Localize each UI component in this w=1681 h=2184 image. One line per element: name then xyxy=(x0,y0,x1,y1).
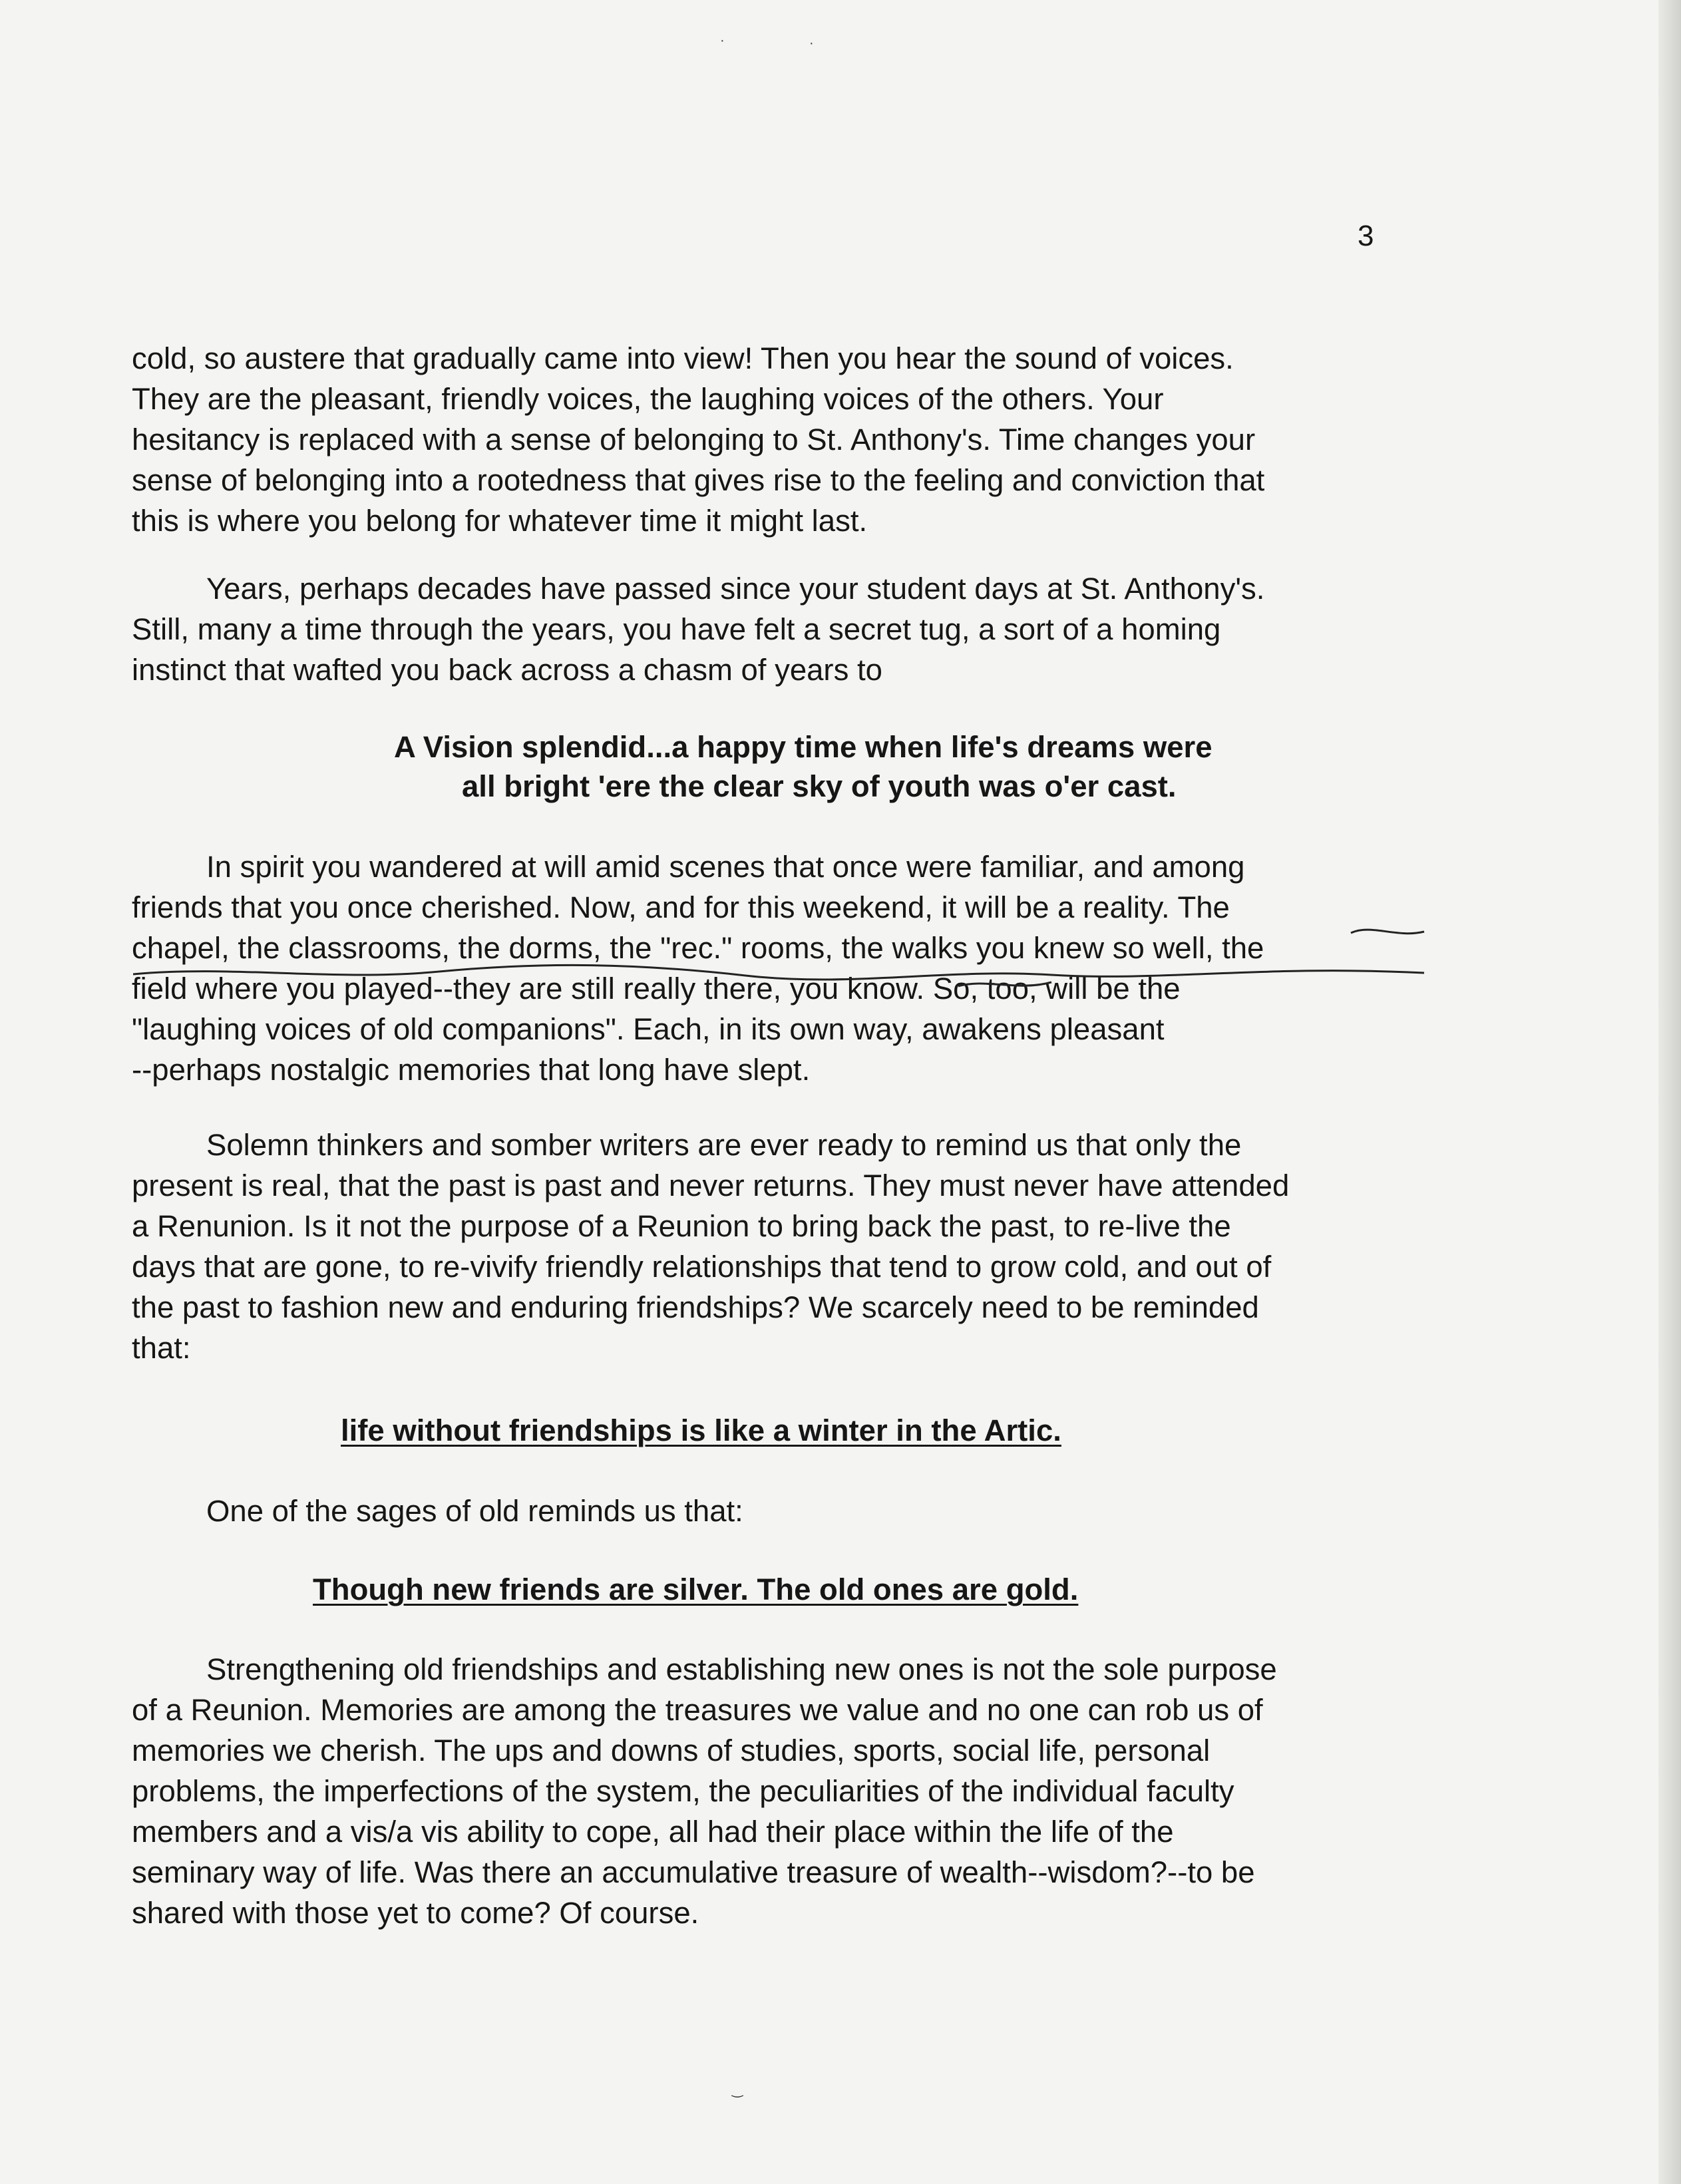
text-line: sense of belonging into a rootedness that gives rise to the feeling and conviction that xyxy=(132,463,1265,497)
text-line: this is where you belong for whatever time it might last. xyxy=(132,504,868,538)
friendship-quote: life without friendships is like a winter in the Artic. xyxy=(341,1413,1061,1447)
page-number: 3 xyxy=(1358,220,1374,252)
vision-quote-line-1: A Vision splendid...a happy time when life's dreams were xyxy=(394,730,1213,764)
text-line: memories we cherish. The ups and downs of studies, sports, social life, personal xyxy=(132,1733,1211,1767)
scan-speck: · xyxy=(720,33,725,48)
paragraph-3 xyxy=(132,846,1449,1090)
page-edge-shadow xyxy=(1658,0,1681,2184)
paragraph-4 xyxy=(132,1125,1449,1368)
text-line: friends that you once cherished. Now, and for this weekend, it will be a reality. The xyxy=(132,890,1230,924)
text-line: present is real, that the past is past and never returns. They must never have attended xyxy=(132,1169,1290,1202)
text-line: Still, many a time through the years, you have felt a secret tug, a sort of a homing xyxy=(132,612,1221,646)
paragraph-6 xyxy=(132,1649,1449,1933)
paragraph-2 xyxy=(132,568,1449,690)
paragraph-5 xyxy=(132,1491,1449,1531)
text-line: In spirit you wandered at will amid scenes that once were familiar, and among xyxy=(206,850,1245,884)
text-line: "laughing voices of old companions". Each, in its own way, awakens pleasant xyxy=(132,1012,1165,1046)
text-line: field where you played--they are still really there, you know. So, too, will be the xyxy=(132,972,1181,1005)
text-line: chapel, the classrooms, the dorms, the "rec." rooms, the walks you knew so well, the xyxy=(132,931,1264,965)
scan-speck: ‿ xyxy=(732,2083,743,2097)
text-line: hesitancy is replaced with a sense of belonging to St. Anthony's. Time changes your xyxy=(132,423,1256,456)
text-line: members and a vis/a vis ability to cope, all had their place within the life of the xyxy=(132,1815,1174,1849)
text-line: days that are gone, to re-vivify friendly relationships that tend to grow cold, and out of xyxy=(132,1250,1272,1284)
text-line: Solemn thinkers and somber writers are ever ready to remind us that only the xyxy=(206,1128,1242,1162)
text-line: instinct that wafted you back across a chasm of years to xyxy=(132,653,882,687)
text-line: seminary way of life. Was there an accumulative treasure of wealth--wisdom?--to be xyxy=(132,1855,1255,1889)
paragraph-1 xyxy=(132,338,1449,541)
text-line: problems, the imperfections of the system, the peculiarities of the individual faculty xyxy=(132,1774,1234,1808)
text-line: Strengthening old friendships and establishing new ones is not the sole purpose xyxy=(206,1652,1277,1686)
text-line: --perhaps nostalgic memories that long have slept. xyxy=(132,1053,811,1087)
text-line: the past to fashion new and enduring friendships? We scarcely need to be reminded xyxy=(132,1290,1259,1324)
text-line: a Renunion. Is it not the purpose of a Reunion to bring back the past, to re-live the xyxy=(132,1209,1231,1243)
text-line: One of the sages of old reminds us that: xyxy=(206,1494,743,1528)
text-line: of a Reunion. Memories are among the treasures we value and no one can rob us of xyxy=(132,1693,1263,1727)
text-line: cold, so austere that gradually came into view! Then you hear the sound of voices. xyxy=(132,341,1234,375)
text-line: shared with those yet to come? Of course. xyxy=(132,1896,699,1930)
vision-quote-line-2: all bright 'ere the clear sky of youth was o'er cast. xyxy=(462,769,1177,803)
text-line: Years, perhaps decades have passed since your student days at St. Anthony's. xyxy=(206,572,1265,606)
silver-gold-quote: Though new friends are silver. The old ones are gold. xyxy=(313,1572,1079,1606)
scan-speck: · xyxy=(809,36,814,51)
text-line: that: xyxy=(132,1331,191,1365)
text-line: They are the pleasant, friendly voices, the laughing voices of the others. Your xyxy=(132,382,1164,416)
